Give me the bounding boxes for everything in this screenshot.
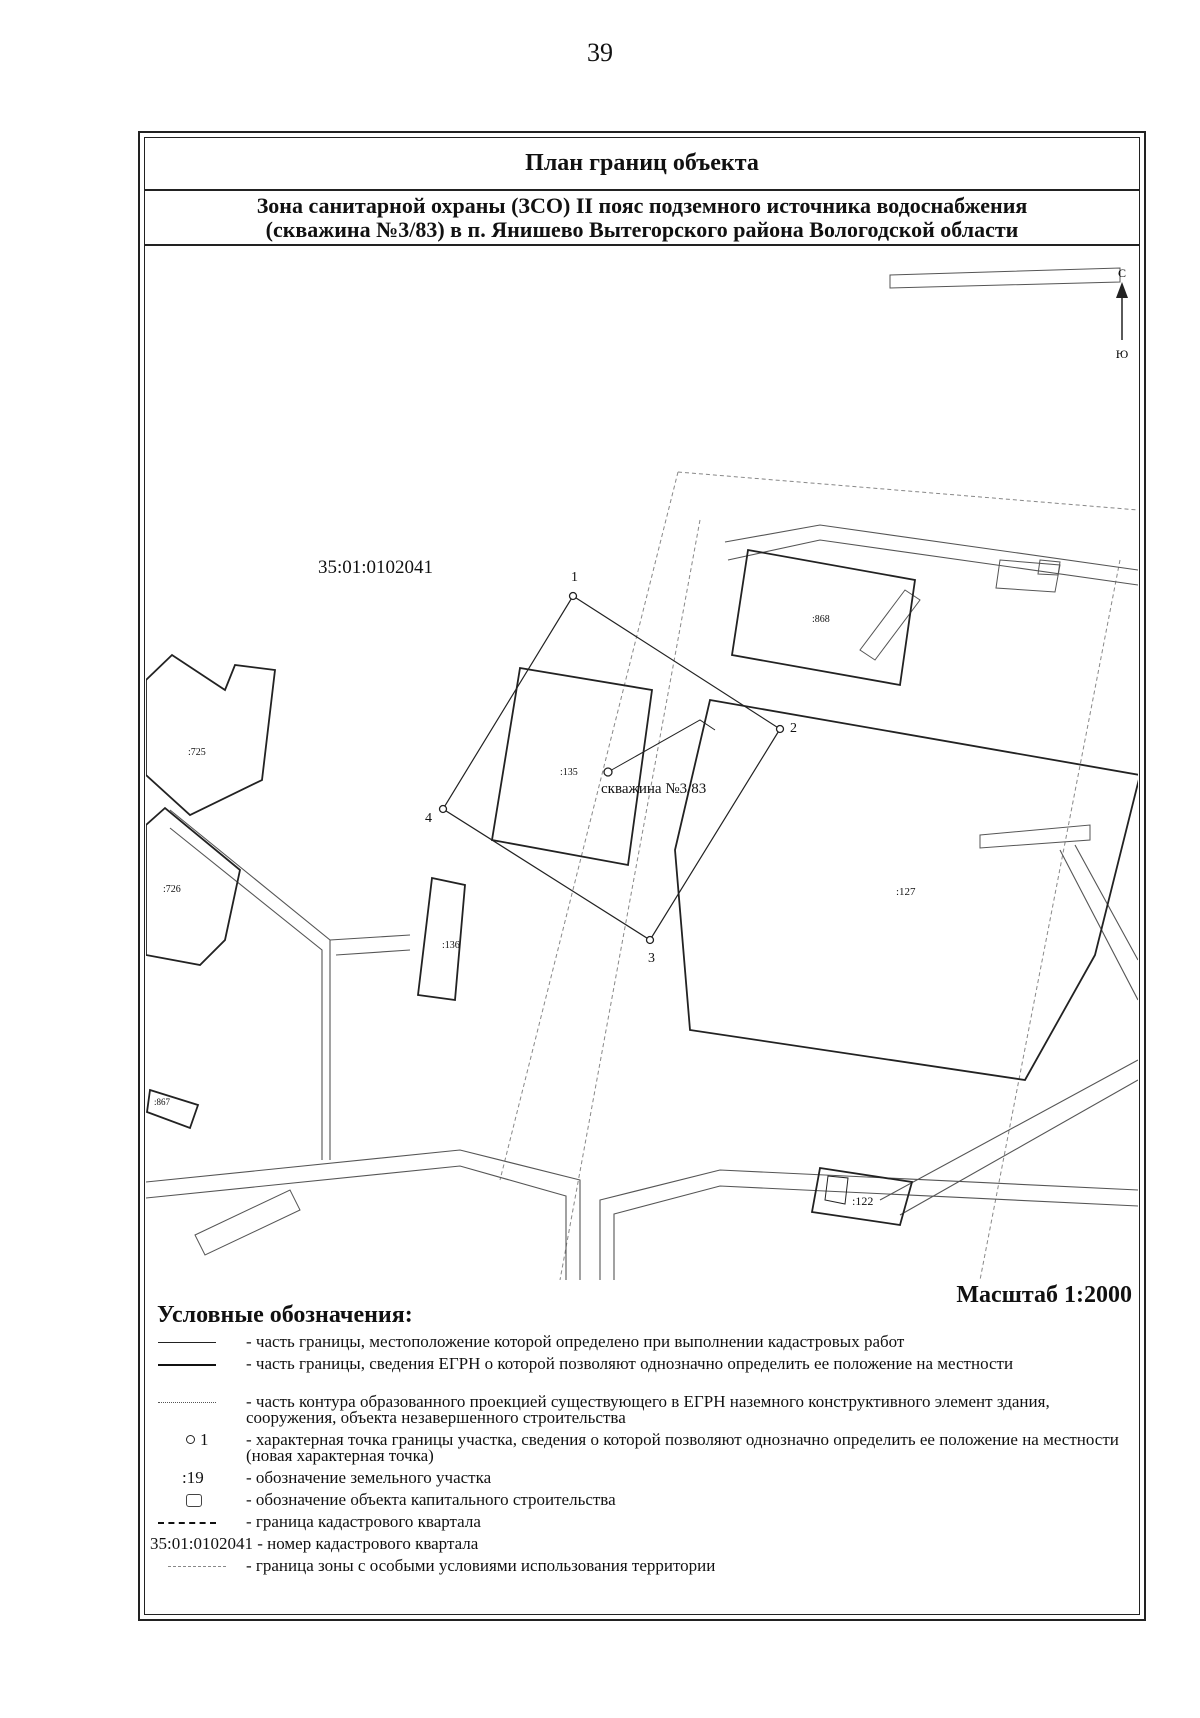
boundary-points <box>440 593 784 944</box>
parcel-726-label: :726 <box>163 884 181 895</box>
road-diag-a <box>170 810 330 1160</box>
structure-right-bar <box>980 825 1090 848</box>
point-3-label: 3 <box>648 951 655 966</box>
parcel-136-label: :136 <box>442 940 460 951</box>
road-top-b <box>728 540 1138 585</box>
zone-corridor-right-edge <box>980 560 1120 1280</box>
road-right-b <box>1075 845 1138 960</box>
plan-subtitle <box>150 194 1134 242</box>
legend-title: Условные обозначения: <box>157 1302 413 1328</box>
parcel-726-outline <box>146 808 240 965</box>
legend-text: - граница зоны с особыми условиями использования территории <box>246 1556 716 1575</box>
parcel-867-outline <box>147 1090 198 1128</box>
legend-text: - часть границы, сведения ЕГРН о которой позволяют однозначно определить ее положение на местности <box>246 1354 1014 1373</box>
map-text <box>154 557 916 1208</box>
legend-symbol-dotted-line <box>150 1394 240 1410</box>
legend <box>150 1334 1120 1580</box>
legend-item-cadastral-boundary <box>150 1334 1120 1352</box>
road-bottom-d <box>614 1186 1138 1280</box>
legend-text: - обозначение объекта капитального строительства <box>246 1490 616 1509</box>
parcel-135-label: :135 <box>560 767 578 778</box>
parcel-725-label: :725 <box>188 747 206 758</box>
zone-polygon <box>443 596 780 940</box>
point-2-label: 2 <box>790 721 797 736</box>
road-right-c <box>880 1060 1138 1200</box>
legend-text: - обозначение земельного участка <box>246 1468 492 1487</box>
legend-item-zone-boundary <box>150 1558 1120 1576</box>
capital-object-icon <box>186 1494 202 1507</box>
road-right-d <box>900 1080 1138 1215</box>
north-arrow <box>1116 266 1128 361</box>
road-branch-b <box>336 950 410 955</box>
cadastral-map <box>146 246 1138 1280</box>
parcel-122-label: :122 <box>852 1194 874 1208</box>
legend-text: - часть границы, местоположение которой определено при выполнении кадастровых работ <box>246 1332 905 1351</box>
legend-item-quarter-boundary <box>150 1514 1120 1532</box>
point-icon <box>186 1435 195 1444</box>
parcel-867-label: :867 <box>154 1097 171 1107</box>
legend-item-capital-object <box>150 1492 1120 1510</box>
road-bottom-b <box>146 1166 566 1280</box>
roads <box>146 525 1138 1280</box>
parcel-boundaries <box>146 550 1138 1225</box>
legend-symbol-parcel <box>150 1470 240 1486</box>
legend-text: - граница кадастрового квартала <box>246 1512 481 1531</box>
legend-symbol-point <box>150 1432 240 1448</box>
parcel-725-outline <box>146 655 275 815</box>
zone-corridor-left <box>500 472 678 1180</box>
legend-symbol-thin-line <box>150 1334 240 1350</box>
plan-title: План границ объекта <box>525 150 759 176</box>
zone-boundary-lines <box>500 472 1138 1280</box>
subtitle-line-1: Зона санитарной охраны (ЗСО) II пояс подземного источника водоснабжения <box>256 193 1028 218</box>
legend-symbol-dashed-line <box>150 1514 240 1530</box>
legend-symbol-zone-line <box>150 1558 240 1574</box>
subtitle-line-2: (скважина №3/83) в п. Янишево Вытегорского района Вологодской области <box>265 217 1019 242</box>
parcel-127-label: :127 <box>896 886 916 898</box>
legend-text: - характерная точка границы участка, сведения о которой позволяют однозначно определить ее положение на местности (новая характерная точка) <box>246 1430 1119 1465</box>
legend-item-egrn-boundary <box>150 1356 1120 1390</box>
parcel-122-inner <box>825 1176 848 1204</box>
point-3-marker <box>647 937 654 944</box>
small-structures <box>195 268 1120 1255</box>
well-label: скважина №3/83 <box>601 781 707 797</box>
legend-item-characteristic-point <box>150 1432 1120 1466</box>
legend-symbol-quarter-number: 35:01:0102041 <box>150 1534 253 1553</box>
north-arrow-head <box>1116 282 1128 298</box>
road-right-a <box>1060 850 1138 1000</box>
road-bottom-c <box>600 1170 1138 1280</box>
road-diag-b <box>170 828 322 1160</box>
legend-symbol-capital-object <box>150 1492 240 1508</box>
south-label: Ю <box>1115 347 1129 361</box>
point-1-marker <box>570 593 577 600</box>
north-label: С <box>1117 266 1127 280</box>
legend-item-building-contour <box>150 1394 1120 1428</box>
point-1-label: 1 <box>571 570 578 585</box>
title-divider <box>144 189 1140 191</box>
zone-corridor-right <box>678 472 1138 510</box>
road-branch-a <box>330 935 410 940</box>
structure-top-right <box>890 268 1120 288</box>
quarter-label: 35:01:0102041 <box>318 557 434 578</box>
scale-label: Масштаб 1:2000 <box>956 1282 1132 1308</box>
parcel-136-outline <box>418 878 465 1000</box>
legend-symbol-thick-line <box>150 1356 240 1372</box>
parcel-868-label: :868 <box>812 614 830 625</box>
legend-text: - часть контура образованного проекцией существующего в ЕГРН наземного конструктивного элемент здания, сооружения, объекта незавершенного строительства <box>246 1392 1050 1427</box>
structure-top-a <box>996 560 1060 592</box>
point-4-label: 4 <box>425 811 432 826</box>
page-number: 39 <box>587 38 613 67</box>
structure-bottom-left <box>195 1190 300 1255</box>
legend-text: - номер кадастрового квартала <box>257 1534 479 1553</box>
zone-polygon-outline <box>443 596 780 940</box>
point-4-marker <box>440 806 447 813</box>
structure-diag <box>860 590 920 660</box>
legend-symbol-point-number: 1 <box>200 1430 209 1449</box>
legend-item-land-parcel <box>150 1470 1120 1488</box>
point-2-marker <box>777 726 784 733</box>
well-marker <box>604 768 612 776</box>
legend-item-quarter-number <box>150 1536 1120 1554</box>
road-bottom-a <box>146 1150 580 1280</box>
legend-symbol-parcel-text: :19 <box>182 1468 204 1487</box>
